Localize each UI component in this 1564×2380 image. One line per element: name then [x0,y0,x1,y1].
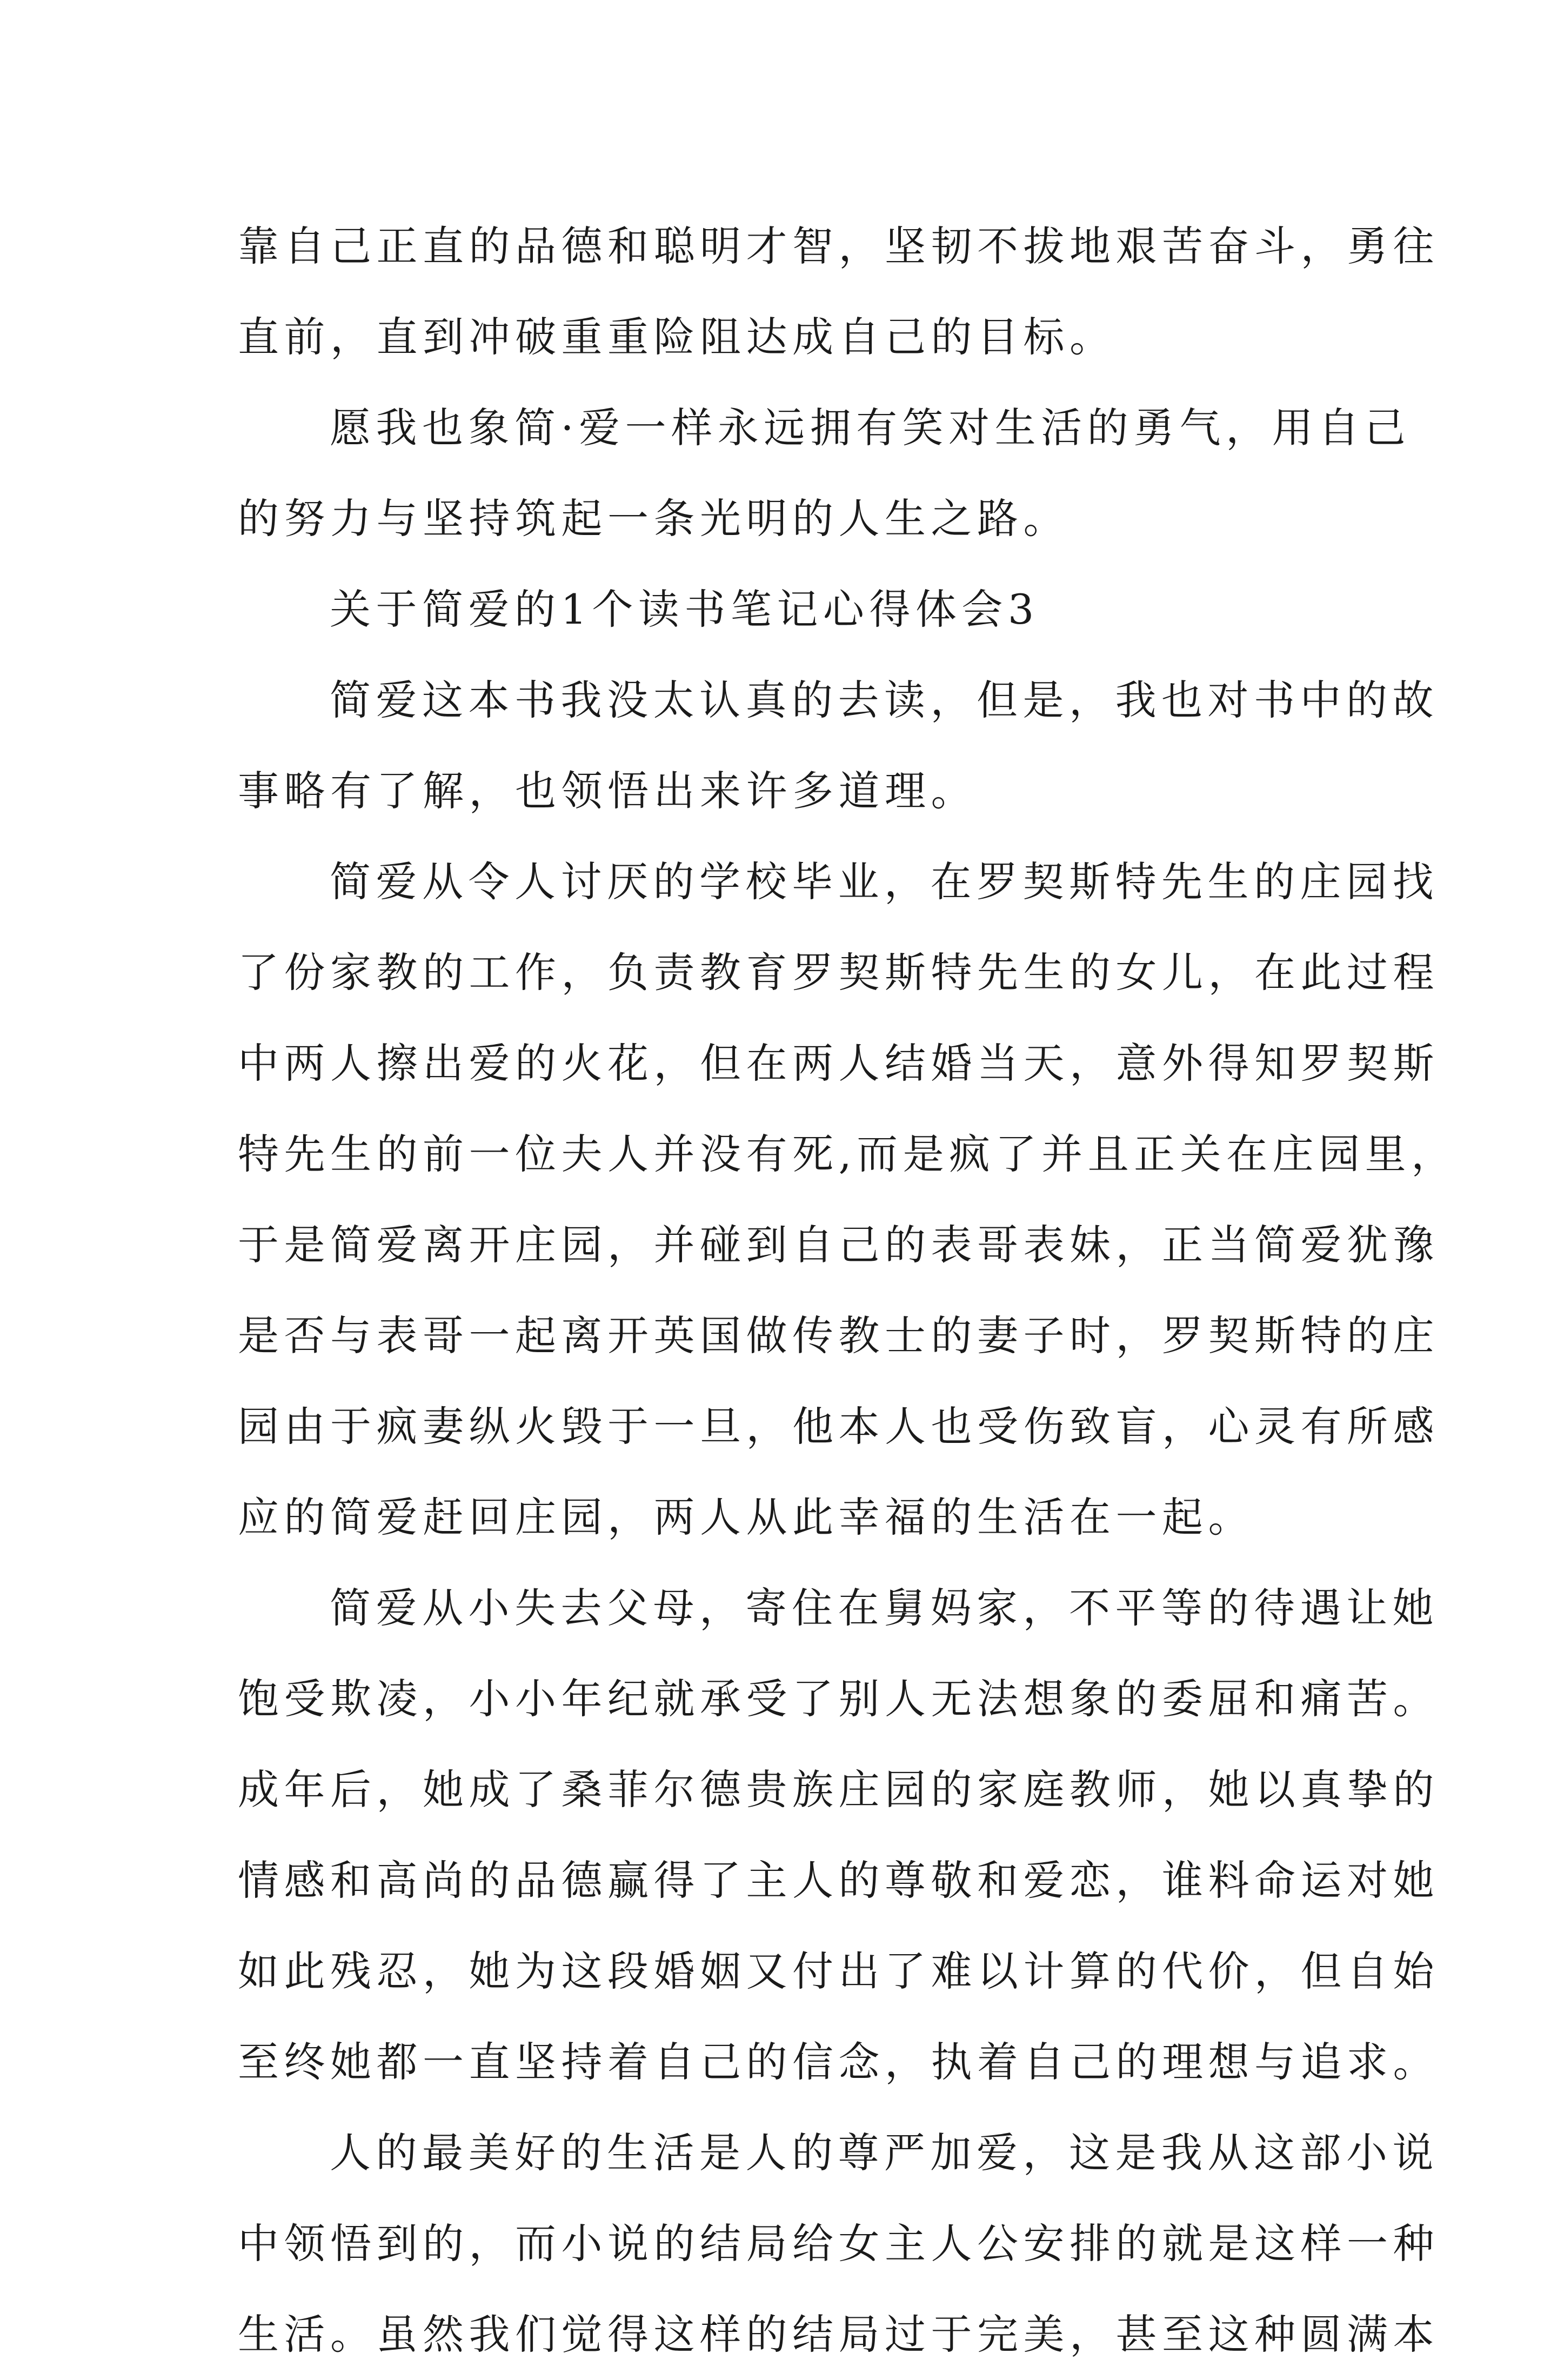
text-line: 了份家教的工作，负责教育罗契斯特先生的女儿，在此过程 [238,948,1439,997]
text-line: 特先生的前一位夫人并没有死,而是疯了并且正关在庄园里， [238,1130,1458,1178]
text-line: 应的简爱赶回庄园，两人从此幸福的生活在一起。 [238,1493,1254,1541]
text-line: 人的最美好的生活是人的尊严加爱，这是我从这部小说 [330,2129,1439,2177]
text-line: 的努力与坚持筑起一条光明的人生之路。 [238,494,1070,543]
text-line: 中领悟到的，而小说的结局给女主人公安排的就是这样一种 [238,2219,1439,2268]
text-line: 简爱这本书我没太认真的去读，但是，我也对书中的故 [330,676,1439,724]
text-line: 生活。虽然我们觉得这样的结局过于完美，甚至这种圆满本 [238,2310,1439,2358]
text-line: 靠自己正直的品德和聪明才智，坚韧不拔地艰苦奋斗，勇往 [238,222,1439,270]
text-line: 情感和高尚的品德赢得了主人的尊敬和爱恋，谁料命运对她 [238,1856,1439,1904]
text-line: 成年后，她成了桑菲尔德贵族庄园的家庭教师，她以真挚的 [238,1766,1439,1814]
text-line: 愿我也象简·爱一样永远拥有笑对生活的勇气，用自己 [330,404,1411,452]
text-line: 园由于疯妻纵火毁于一旦，他本人也受伤致盲，心灵有所感 [238,1402,1439,1450]
body-text [238,201,1458,2380]
text-line: 如此残忍，她为这段婚姻又付出了难以计算的代价，但自始 [238,1947,1439,1995]
text-line: 事略有了解，也领悟出来许多道理。 [238,767,977,815]
text-line: 于是简爱离开庄园，并碰到自己的表哥表妹，正当简爱犹豫 [238,1221,1439,1269]
text-line: 饱受欺凌，小小年纪就承受了别人无法想象的委屈和痛苦。 [238,1675,1439,1723]
text-line: 简爱从小失去父母，寄住在舅妈家，不平等的待遇让她 [330,1584,1439,1632]
text-line: 直前，直到冲破重重险阻达成自己的目标。 [238,313,1116,361]
text-line: 中两人擦出爱的火花，但在两人结婚当天，意外得知罗契斯 [238,1039,1439,1087]
text-line: 至终她都一直坚持着自己的信念，执着自己的理想与追求。 [238,2038,1439,2086]
text-line: 是否与表哥一起离开英国做传教士的妻子时，罗契斯特的庄 [238,1312,1439,1360]
text-line: 简爱从令人讨厌的学校毕业，在罗契斯特先生的庄园找 [330,858,1439,906]
section-heading: 关于简爱的1个读书笔记心得体会3 [330,585,1039,633]
